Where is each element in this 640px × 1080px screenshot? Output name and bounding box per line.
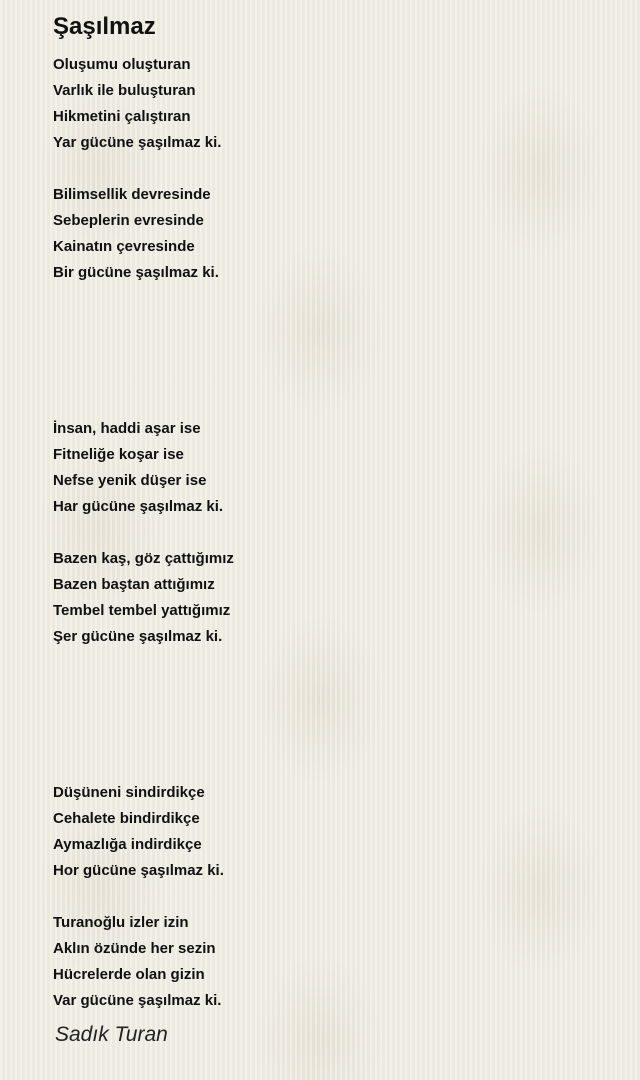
poem-author: Sadık Turan xyxy=(55,1023,168,1046)
section-spacer xyxy=(53,650,613,780)
poem-line: Fitneliğe koşar ise xyxy=(53,446,184,463)
poem-line: Bilimsellik devresinde xyxy=(53,186,211,203)
poem-line: Har gücüne şaşılmaz ki. xyxy=(53,498,224,515)
stanza-2 xyxy=(53,182,613,286)
poem-line: Tembel tembel yattığımız xyxy=(53,602,231,619)
stanza-spacer xyxy=(53,884,613,910)
poem-line: Kainatın çevresinde xyxy=(53,238,195,255)
poem-container xyxy=(53,10,613,1050)
poem-title: Şaşılmaz xyxy=(53,13,156,40)
stanza-3 xyxy=(53,416,613,520)
stanza-6 xyxy=(53,910,613,1014)
stanza-spacer xyxy=(53,520,613,546)
poem-line: Turanoğlu izler izin xyxy=(53,914,189,931)
poem-line: Oluşumu oluşturan xyxy=(53,56,191,73)
poem-line: İnsan, haddi aşar ise xyxy=(53,420,201,437)
poem-line: Bazen baştan attığımız xyxy=(53,576,215,593)
poem-line: Aklın özünde her sezin xyxy=(53,940,216,957)
poem-line: Var gücüne şaşılmaz ki. xyxy=(53,992,222,1009)
stanza-1 xyxy=(53,52,613,156)
poem-line: Yar gücüne şaşılmaz ki. xyxy=(53,134,222,151)
stanza-spacer xyxy=(53,156,613,182)
poem-line: Aymazlığa indirdikçe xyxy=(53,836,202,853)
stanza-4 xyxy=(53,546,613,650)
poem-line: Nefse yenik düşer ise xyxy=(53,472,207,489)
poem-line: Varlık ile buluşturan xyxy=(53,82,196,99)
poem-line: Cehalete bindirdikçe xyxy=(53,810,200,827)
poem-line: Şer gücüne şaşılmaz ki. xyxy=(53,628,223,645)
poem-line: Hikmetini çalıştıran xyxy=(53,108,191,125)
poem-line: Sebeplerin evresinde xyxy=(53,212,204,229)
stanza-5 xyxy=(53,780,613,884)
poem-line: Bazen kaş, göz çattığımız xyxy=(53,550,234,567)
poem-line: Düşüneni sindirdikçe xyxy=(53,784,205,801)
poem-line: Hücrelerde olan gizin xyxy=(53,966,205,983)
poem-line: Hor gücüne şaşılmaz ki. xyxy=(53,862,224,879)
section-spacer xyxy=(53,286,613,416)
poem-line: Bir gücüne şaşılmaz ki. xyxy=(53,264,219,281)
